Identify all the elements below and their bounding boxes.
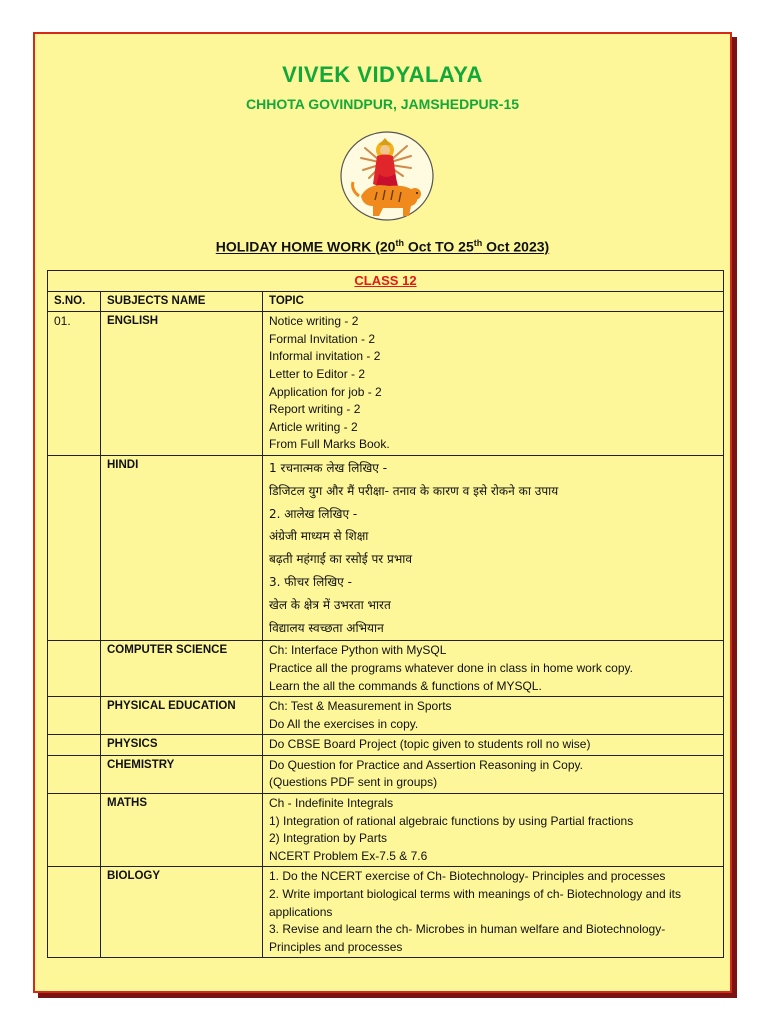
row-sno <box>48 641 101 697</box>
topic-line: (Questions PDF sent in groups) <box>269 775 438 790</box>
row-subject: ENGLISH <box>101 312 263 456</box>
row-sno: 01. <box>48 312 101 456</box>
row-subject: PHYSICS <box>101 735 263 756</box>
table-row <box>48 755 724 793</box>
topic-line: Article writing - 2 <box>269 419 358 434</box>
header-subject: SUBJECTS NAME <box>101 291 263 312</box>
row-topics <box>263 697 724 735</box>
topic-line: Do Question for Practice and Assertion Reasoning in Copy. <box>269 757 583 772</box>
row-subject: HINDI <box>101 455 263 640</box>
topic-line: Application for job - 2 <box>269 384 382 399</box>
homework-heading <box>35 238 730 255</box>
topic-line: 1) Integration of rational algebraic functions by using Partial fractions <box>269 813 634 828</box>
topic-line: खेल के क्षेत्र में उभरता भारत <box>269 597 391 612</box>
topic-line: 2) Integration by Parts <box>269 831 388 846</box>
row-topics <box>263 867 724 958</box>
homework-table <box>47 270 724 958</box>
table-row <box>48 794 724 867</box>
row-sno <box>48 455 101 640</box>
header-sno: S.NO. <box>48 291 101 312</box>
heading-prefix: HOLIDAY HOME WORK (20 <box>215 238 396 255</box>
row-sno <box>48 735 101 756</box>
topic-line: Ch: Interface Python with MySQL <box>269 643 447 658</box>
table-row <box>48 455 724 640</box>
topic-line: Report writing - 2 <box>269 402 361 417</box>
topic-line: Informal invitation - 2 <box>269 349 381 364</box>
topic-line: Practice all the programs whatever done in class in home work copy. <box>269 660 633 675</box>
row-sno <box>48 867 101 958</box>
topic-line: Do CBSE Board Project (topic given to students roll no wise) <box>269 737 591 752</box>
topic-line: 3. फीचर लिखिए - <box>269 574 352 589</box>
topic-line: डिजिटल युग और मैं परीक्षा- तनाव के कारण व इसे रोकने का उपाय <box>269 483 559 498</box>
topic-line: 2. Write important biological terms with meanings of ch- Biotechnology and its applications <box>269 887 681 919</box>
topic-line: 1 रचनात्मक लेख लिखिए - <box>269 460 388 475</box>
topic-line: अंग्रेजी माध्यम से शिक्षा <box>269 529 369 544</box>
topic-line: Letter to Editor - 2 <box>269 366 366 381</box>
row-subject: MATHS <box>101 794 263 867</box>
row-sno <box>48 794 101 867</box>
topic-line: Formal Invitation - 2 <box>269 331 376 346</box>
row-topics <box>263 312 724 456</box>
topic-line: From Full Marks Book. <box>269 437 390 452</box>
row-sno <box>48 697 101 735</box>
heading-middle: Oct TO 25 <box>403 238 474 255</box>
heading-sup-1: th <box>395 238 404 248</box>
class-label: CLASS 12 <box>48 271 724 292</box>
row-topics <box>263 735 724 756</box>
row-topics <box>263 641 724 697</box>
row-sno <box>48 755 101 793</box>
goddess-emblem-icon <box>339 130 435 222</box>
table-row <box>48 641 724 697</box>
school-name: VIVEK VIDYALAYA <box>282 62 483 87</box>
table-row <box>48 312 724 456</box>
heading-suffix: Oct 2023) <box>482 238 550 255</box>
document-page <box>33 32 732 993</box>
table-row <box>48 867 724 958</box>
topic-line: Learn the all the commands & functions of MYSQL. <box>269 678 542 693</box>
topic-line: NCERT Problem Ex-7.5 & 7.6 <box>269 848 428 863</box>
table-row <box>48 735 724 756</box>
header-topic: TOPIC <box>263 291 724 312</box>
row-topics <box>263 755 724 793</box>
topic-line: Notice writing - 2 <box>269 314 359 329</box>
topic-line: विद्यालय स्वच्छता अभियान <box>269 620 384 635</box>
table-body <box>48 312 724 958</box>
topic-line: बढ़ती महंगाई का रसोई पर प्रभाव <box>269 552 413 567</box>
class-row <box>48 271 724 292</box>
row-topics <box>263 794 724 867</box>
header-row <box>48 291 724 312</box>
topic-line: Ch - Indefinite Integrals <box>269 796 394 811</box>
topic-line: Do All the exercises in copy. <box>269 716 419 731</box>
topic-line: 1. Do the NCERT exercise of Ch- Biotechnology- Principles and processes <box>269 869 666 884</box>
row-subject: BIOLOGY <box>101 867 263 958</box>
row-topics <box>263 455 724 640</box>
school-address: CHHOTA GOVINDPUR, JAMSHEDPUR-15 <box>245 96 520 112</box>
row-subject: PHYSICAL EDUCATION <box>101 697 263 735</box>
heading-sup-2: th <box>473 238 483 248</box>
table-row <box>48 697 724 735</box>
topic-line: Ch: Test & Measurement in Sports <box>269 699 452 714</box>
topic-line: 2. आलेख लिखिए - <box>269 506 358 521</box>
row-subject: CHEMISTRY <box>101 755 263 793</box>
row-subject: COMPUTER SCIENCE <box>101 641 263 697</box>
topic-line: 3. Revise and learn the ch- Microbes in human welfare and Biotechnology- Principles and processes <box>269 922 666 954</box>
